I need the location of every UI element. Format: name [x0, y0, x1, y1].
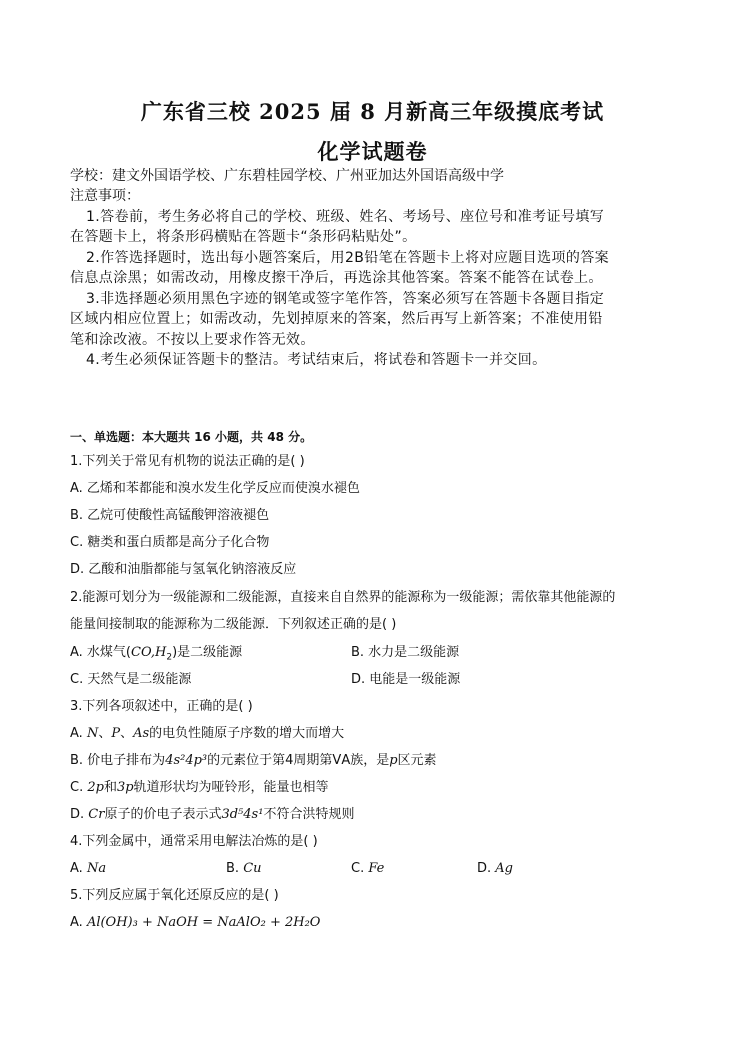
notice-line: 1.答卷前，考生务必将自己的学校、班级、姓名、考场号、座位号和准考证号填写 — [86, 209, 605, 225]
element-symbol: N — [86, 726, 99, 741]
electron-config: 3d⁵4s¹ — [221, 807, 264, 822]
question-4-stem: 4.下列金属中，通常采用电解法冶炼的是( ) — [70, 834, 318, 849]
option-text: 的元素位于第4周期第ⅤA族，是 — [207, 753, 390, 768]
question-2-stem: 能量间接制取的能源称为二级能源．下列叙述正确的是( ) — [70, 617, 397, 632]
question-2-option-b: B. 水力是二级能源 — [351, 645, 460, 660]
question-5-option-a — [70, 913, 320, 933]
option-label: C. — [70, 780, 88, 795]
option-text: 和 — [103, 780, 117, 795]
element-symbol: Ag — [495, 861, 513, 876]
question-2-stem: 2.能源可划分为一级能源和二级能源，直接来自自然界的能源称为一级能源；需依靠其他能源的 — [70, 590, 616, 605]
option-text: 的电负性随原子序数的增大而增大 — [149, 726, 345, 741]
question-2-option-d: D. 电能是一级能源 — [351, 672, 461, 687]
option-label: D. — [477, 861, 496, 876]
question-4-option-c — [351, 859, 384, 879]
element-symbol: As — [133, 726, 150, 741]
formula: CO,H — [131, 645, 167, 660]
electron-config: 4s²4p³ — [165, 753, 208, 768]
question-2-option-a — [70, 643, 242, 668]
question-4-option-d — [477, 859, 513, 879]
notice-line: 3.非选择题必须用黑色字迹的钢笔或签字笔作答，答案必须写在答题卡各题目指定 — [86, 291, 605, 307]
element-symbol: P — [111, 726, 121, 741]
notice-line: 信息点涂黑；如需改动，用橡皮擦干净后，再选涂其他答案。答案不能答在试卷上。 — [70, 270, 603, 286]
question-1-option-a: A. 乙烯和苯都能和溴水发生化学反应而使溴水褪色 — [70, 481, 360, 496]
option-label: C. — [351, 861, 369, 876]
question-3-option-b — [70, 751, 437, 771]
notice-line: 在答题卡上，将条形码横贴在答题卡“条形码粘贴处”。 — [70, 229, 417, 245]
orbital: 2p — [87, 780, 104, 795]
option-text: 轨道形状均为哑铃形，能量也相等 — [133, 780, 329, 795]
formula-subscript: 2 — [166, 652, 173, 663]
option-label: D. — [70, 807, 89, 822]
section-heading: 一、单选题：本大题共 16 小题，共 48 分。 — [70, 430, 313, 444]
question-1-option-c: C. 糖类和蛋白质都是高分子化合物 — [70, 535, 270, 550]
element-symbol: Na — [86, 861, 107, 876]
notice-line: 区域内相应位置上；如需改动，先划掉原来的答案，然后再写上新答案；不准使用铅 — [70, 311, 603, 327]
question-5-stem: 5.下列反应属于氧化还原反应的是( ) — [70, 888, 279, 903]
option-label: A. — [70, 861, 87, 876]
question-4-option-a — [70, 859, 106, 879]
option-text: 区元素 — [397, 753, 437, 768]
exam-subtitle: 化学试题卷 — [317, 139, 428, 164]
question-3-option-a — [70, 724, 344, 744]
orbital: 3p — [116, 780, 134, 795]
question-3-stem: 3.下列各项叙述中，正确的是( ) — [70, 699, 253, 714]
option-text: A. 水煤气( — [70, 645, 132, 660]
element-symbol: Cr — [88, 807, 105, 822]
notice-line: 笔和涂改液。不按以上要求作答无效。 — [70, 332, 315, 348]
question-2-option-c: C. 天然气是二级能源 — [70, 672, 192, 687]
option-text: B. 价电子排布为 — [70, 753, 166, 768]
question-3-option-d — [70, 805, 354, 825]
question-1-stem: 1.下列关于常见有机物的说法正确的是( ) — [70, 454, 305, 469]
question-4-option-b — [226, 859, 262, 879]
schools-line: 学校：建文外国语学校、广东碧桂园学校、广州亚加达外国语高级中学 — [70, 168, 504, 184]
element-symbol: Fe — [368, 861, 385, 876]
separator: 、 — [98, 726, 112, 741]
notice-line: 2.作答选择题时，选出每小题答案后，用2B铅笔在答题卡上将对应题目选项的答案 — [86, 250, 610, 266]
notice-line: 4.考生必须保证答题卡的整洁。考试结束后，将试卷和答题卡一并交回。 — [86, 352, 547, 368]
option-label: A. — [70, 726, 87, 741]
option-text: 原子的价电子表示式 — [104, 807, 222, 822]
exam-title: 广东省三校 2025 届 8 月新高三年级摸底考试 — [140, 99, 605, 124]
option-label: A. — [70, 915, 87, 930]
block-letter: p — [389, 753, 398, 768]
chemical-equation: Al(OH)₃ + NaOH = NaAlO₂ + 2H₂O — [86, 915, 321, 930]
notice-heading: 注意事项： — [70, 188, 140, 204]
question-3-option-c — [70, 778, 329, 798]
question-1-option-d: D. 乙酸和油脂都能与氢氧化钠溶液反应 — [70, 562, 297, 577]
separator: 、 — [120, 726, 134, 741]
option-text: )是二级能源 — [172, 645, 243, 660]
option-text: 不符合洪特规则 — [263, 807, 355, 822]
option-label: B. — [226, 861, 244, 876]
element-symbol: Cu — [243, 861, 262, 876]
question-1-option-b: B. 乙烷可使酸性高锰酸钾溶液褪色 — [70, 508, 270, 523]
